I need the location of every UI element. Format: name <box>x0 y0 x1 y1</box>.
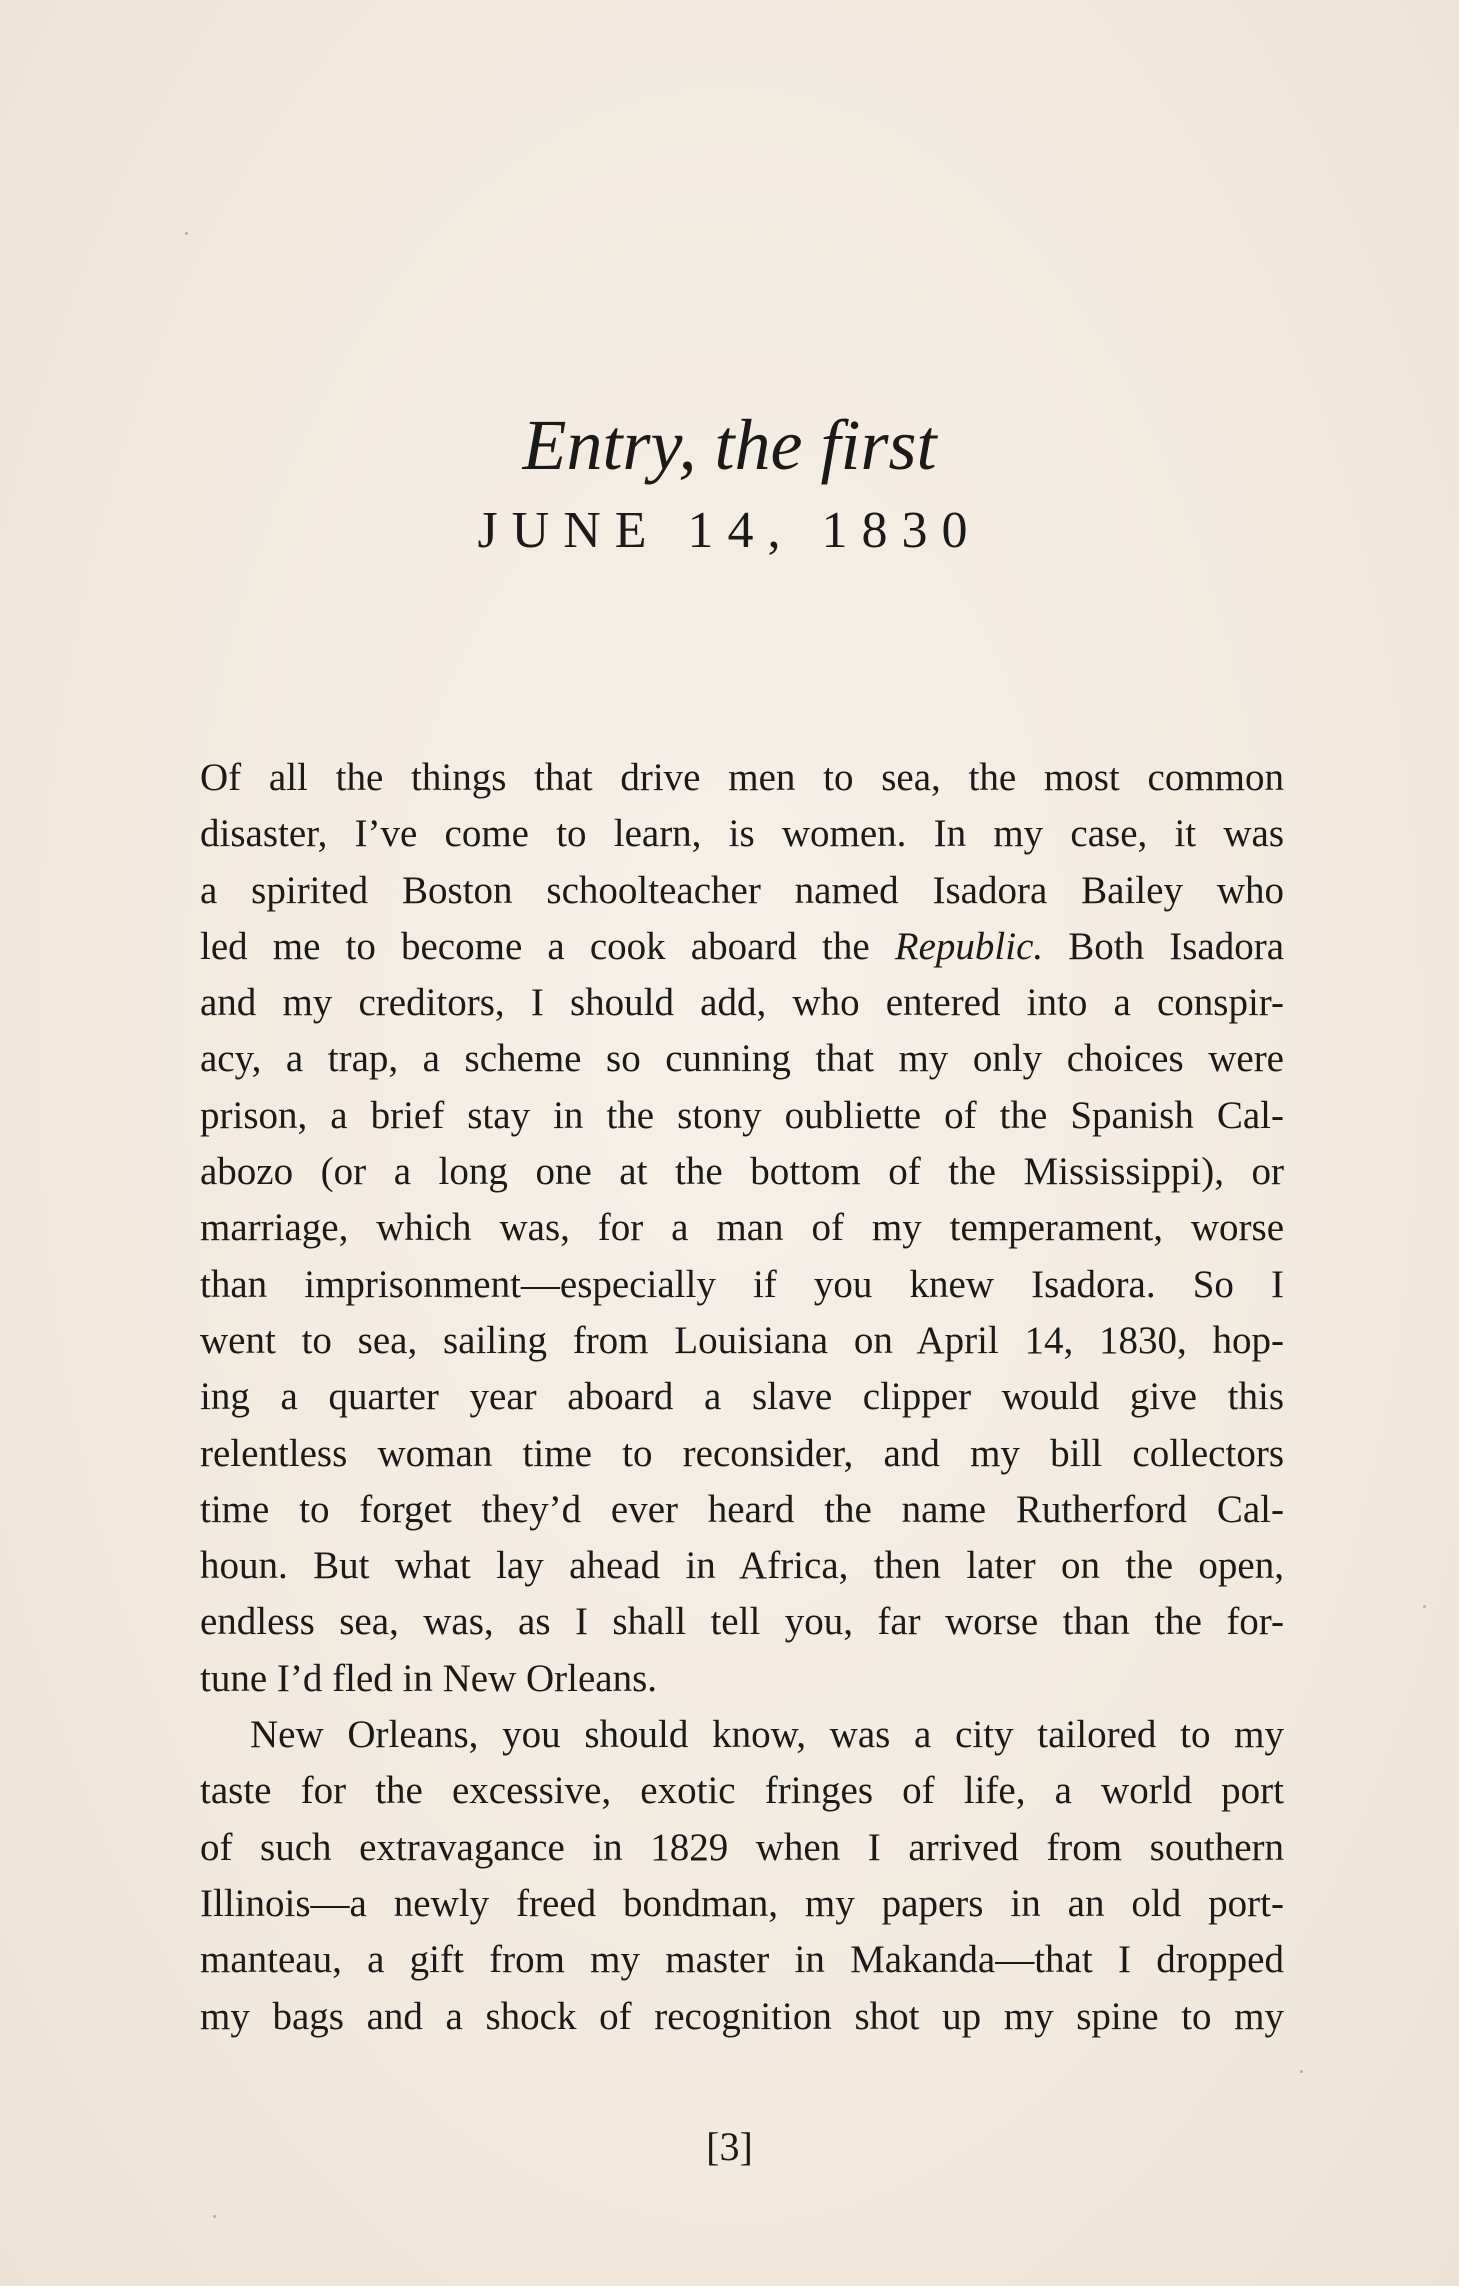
page-number: [3] <box>706 2124 753 2169</box>
text-line: a spirited Boston schoolteacher named Isadora Bailey who <box>200 868 1284 912</box>
text-line: tune I’d fled in New Orleans. <box>200 1656 658 1700</box>
paragraph-1 <box>200 750 1284 1707</box>
paper-speck <box>1300 2070 1303 2073</box>
text-line: and my creditors, I should add, who entered into a conspir- <box>200 981 1284 1025</box>
text-line: marriage, which was, for a man of my temperament, worse <box>200 1206 1284 1250</box>
paper-speck <box>1423 1605 1426 1608</box>
text-line: relentless woman time to reconsider, and my bill collectors <box>200 1431 1284 1475</box>
text-line: time to forget they’d ever heard the name Rutherford Cal- <box>200 1487 1284 1531</box>
paper-speck <box>185 232 188 235</box>
text-line: New Orleans, you should know, was a city tailored to my <box>250 1713 1284 1757</box>
ship-name: Republic. <box>894 924 1044 968</box>
text-line: went to sea, sailing from Louisiana on April 14, 1830, hop- <box>200 1318 1284 1362</box>
text-line: houn. But what lay ahead in Africa, then later on the open, <box>200 1544 1284 1588</box>
text-line <box>200 919 1284 975</box>
text-segment: led me to become a cook aboard the <box>200 924 895 968</box>
text-line: acy, a trap, a scheme so cunning that my only choices were <box>200 1037 1284 1081</box>
text-line: abozo (or a long one at the bottom of the Mississippi), or <box>200 1150 1284 1194</box>
text-line: of such extravagance in 1829 when I arrived from southern <box>200 1825 1284 1869</box>
text-line: disaster, I’ve come to learn, is women. In my case, it was <box>200 812 1284 856</box>
text-line: prison, a brief stay in the stony oubliette of the Spanish Cal- <box>200 1093 1284 1137</box>
text-line: than imprisonment—especially if you knew Isadora. So I <box>200 1262 1284 1306</box>
text-line: Illinois—a newly freed bondman, my papers in an old port- <box>200 1881 1284 1925</box>
text-line: manteau, a gift from my master in Makanda—that I dropped <box>200 1938 1284 1982</box>
chapter-title: Entry, the first <box>522 405 937 485</box>
text-line: taste for the excessive, exotic fringes of life, a world port <box>200 1769 1284 1813</box>
paragraph-2 <box>200 1707 1284 2045</box>
text-line: Of all the things that drive men to sea, the most common <box>200 756 1284 799</box>
body-text <box>200 750 1284 2045</box>
text-line: my bags and a shock of recognition shot up my spine to my <box>200 1994 1284 2038</box>
paper-speck <box>213 2215 216 2218</box>
text-line: ing a quarter year aboard a slave clipper would give this <box>200 1375 1284 1419</box>
text-line: endless sea, was, as I shall tell you, far worse than the for- <box>200 1600 1284 1644</box>
chapter-date: JUNE 14, 1830 <box>477 502 982 559</box>
chapter-heading <box>0 400 1459 566</box>
text-segment: Both Isadora <box>1043 924 1285 968</box>
